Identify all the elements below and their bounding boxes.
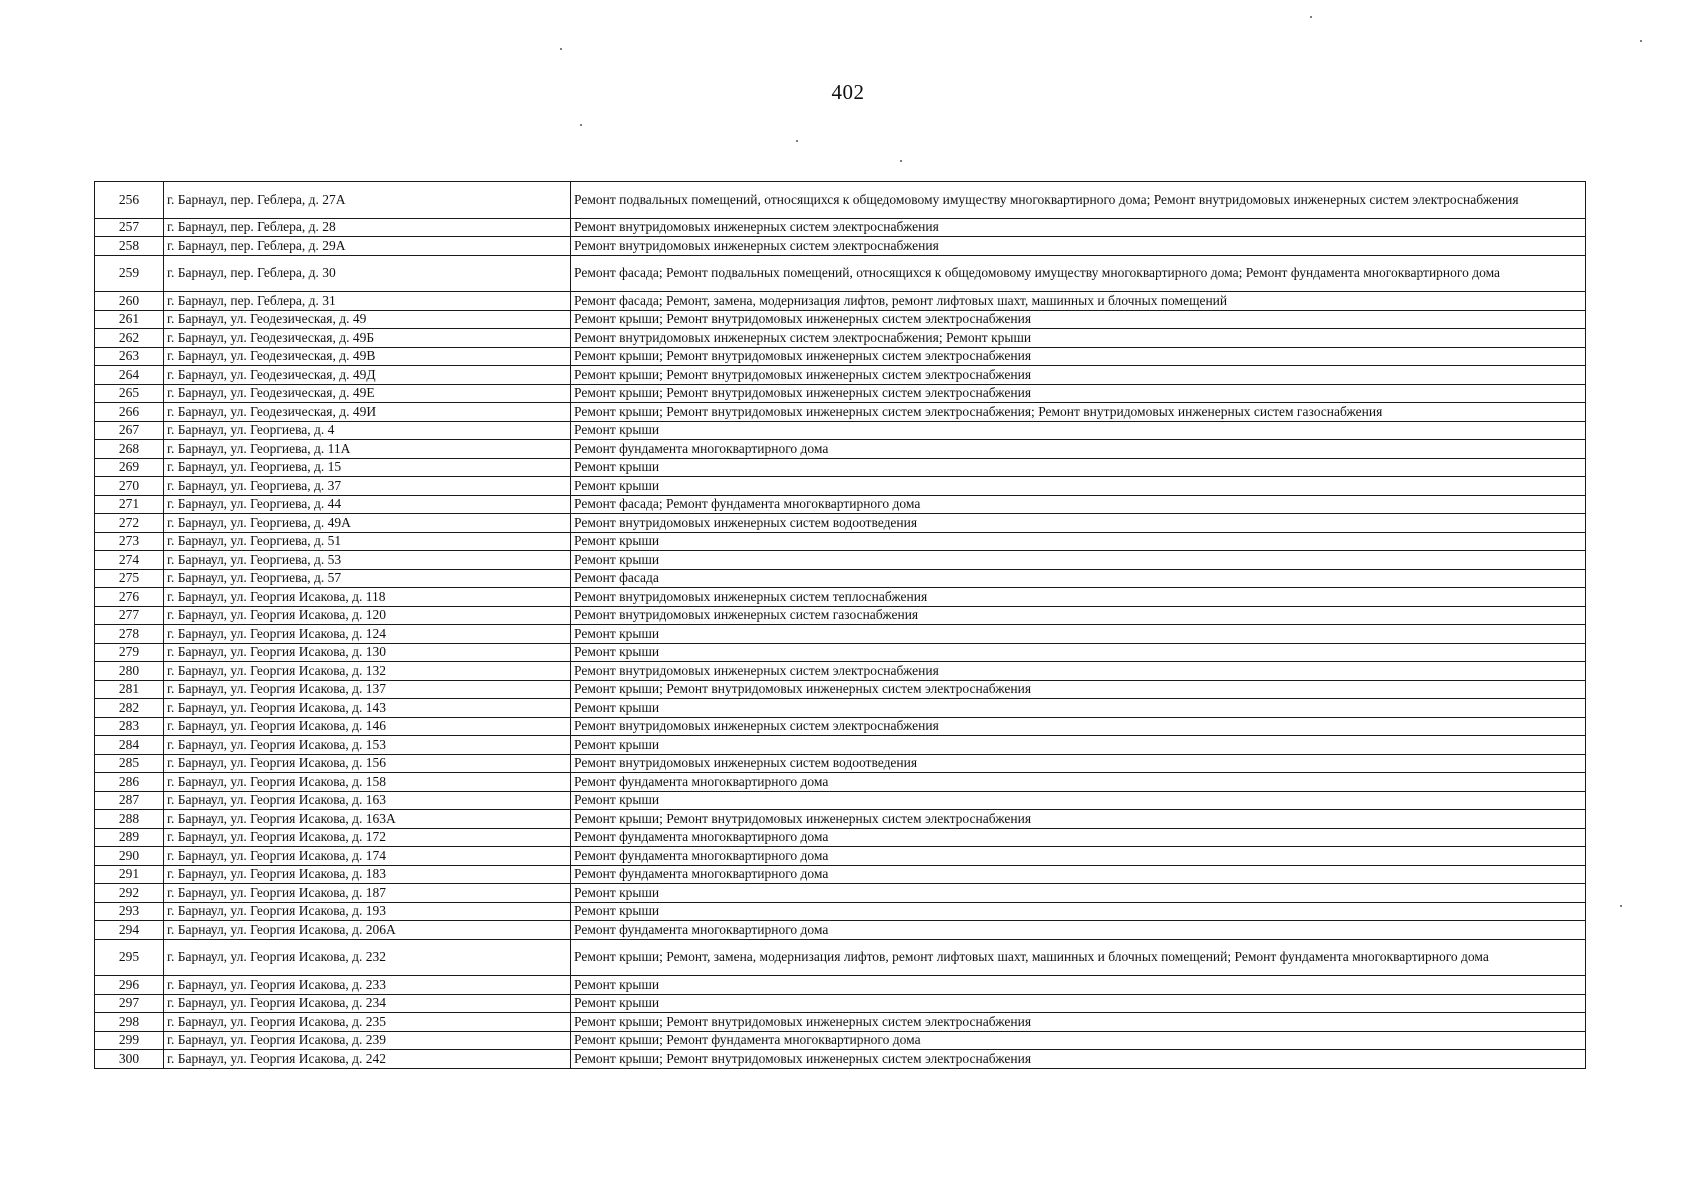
row-number: 277 [95,606,164,625]
table-row [95,237,1586,256]
table-row [95,1050,1586,1069]
row-number: 289 [95,828,164,847]
row-number: 279 [95,643,164,662]
address-cell: г. Барнаул, ул. Геодезическая, д. 49В [164,347,571,366]
row-number: 294 [95,921,164,940]
address-cell: г. Барнаул, ул. Георгия Исакова, д. 172 [164,828,571,847]
works-cell: Ремонт крыши [571,421,1586,440]
table-row [95,477,1586,496]
address-cell: г. Барнаул, ул. Георгиева, д. 15 [164,458,571,477]
works-cell: Ремонт фундамента многоквартирного дома [571,847,1586,866]
table-row [95,347,1586,366]
works-cell: Ремонт крыши; Ремонт внутридомовых инженерных систем электроснабжения [571,310,1586,329]
row-number: 264 [95,366,164,385]
table-row [95,847,1586,866]
address-cell: г. Барнаул, ул. Георгия Исакова, д. 242 [164,1050,571,1069]
address-cell: г. Барнаул, пер. Геблера, д. 28 [164,218,571,237]
row-number: 267 [95,421,164,440]
address-cell: г. Барнаул, ул. Геодезическая, д. 49Е [164,384,571,403]
table-row [95,329,1586,348]
works-cell: Ремонт фасада; Ремонт фундамента многоквартирного дома [571,495,1586,514]
table-row [95,680,1586,699]
scan-speck [1640,40,1642,42]
row-number: 274 [95,551,164,570]
works-cell: Ремонт внутридомовых инженерных систем электроснабжения [571,237,1586,256]
works-cell: Ремонт крыши [571,532,1586,551]
works-cell: Ремонт фасада; Ремонт подвальных помещений, относящихся к общедомовому имуществу многоквартирного дома; Ремонт фундамента многоквартирного дома [571,255,1586,292]
works-cell: Ремонт крыши [571,791,1586,810]
address-cell: г. Барнаул, ул. Георгия Исакова, д. 232 [164,939,571,976]
works-cell: Ремонт крыши; Ремонт, замена, модернизация лифтов, ремонт лифтовых шахт, машинных и блочных помещений; Ремонт фундамента многоквартирного дома [571,939,1586,976]
row-number: 269 [95,458,164,477]
row-number: 262 [95,329,164,348]
row-number: 256 [95,182,164,219]
address-cell: г. Барнаул, ул. Георгиева, д. 49А [164,514,571,533]
row-number: 278 [95,625,164,644]
table-row [95,773,1586,792]
table-row [95,292,1586,311]
row-number: 265 [95,384,164,403]
works-cell: Ремонт крыши [571,902,1586,921]
scan-speck [1310,16,1312,18]
row-number: 291 [95,865,164,884]
row-number: 300 [95,1050,164,1069]
works-cell: Ремонт внутридомовых инженерных систем теплоснабжения [571,588,1586,607]
scan-speck [796,140,798,142]
works-cell: Ремонт крыши; Ремонт фундамента многоквартирного дома [571,1031,1586,1050]
address-cell: г. Барнаул, ул. Георгия Исакова, д. 163А [164,810,571,829]
table-row [95,884,1586,903]
table-row [95,699,1586,718]
table-row [95,182,1586,219]
table-row [95,551,1586,570]
works-cell: Ремонт крыши; Ремонт внутридомовых инженерных систем электроснабжения; Ремонт внутридомовых инженерных систем газоснабжения [571,403,1586,422]
registry-table [94,181,1586,1069]
works-cell: Ремонт фасада [571,569,1586,588]
works-cell: Ремонт подвальных помещений, относящихся к общедомовому имуществу многоквартирного дома; Ремонт внутридомовых инженерных систем электроснабжения [571,182,1586,219]
address-cell: г. Барнаул, ул. Георгия Исакова, д. 187 [164,884,571,903]
table-row [95,310,1586,329]
works-cell: Ремонт фундамента многоквартирного дома [571,921,1586,940]
works-cell: Ремонт крыши [571,994,1586,1013]
row-number: 280 [95,662,164,681]
table-row [95,1013,1586,1032]
works-cell: Ремонт крыши [571,458,1586,477]
address-cell: г. Барнаул, ул. Георгиева, д. 44 [164,495,571,514]
address-cell: г. Барнаул, ул. Георгиева, д. 53 [164,551,571,570]
row-number: 258 [95,237,164,256]
row-number: 276 [95,588,164,607]
works-cell: Ремонт фундамента многоквартирного дома [571,865,1586,884]
address-cell: г. Барнаул, ул. Георгиева, д. 51 [164,532,571,551]
table-row [95,458,1586,477]
table-row [95,976,1586,995]
works-cell: Ремонт крыши; Ремонт внутридомовых инженерных систем электроснабжения [571,1013,1586,1032]
row-number: 272 [95,514,164,533]
row-number: 298 [95,1013,164,1032]
registry-body [95,182,1586,1069]
table-row [95,384,1586,403]
row-number: 273 [95,532,164,551]
row-number: 259 [95,255,164,292]
address-cell: г. Барнаул, ул. Георгия Исакова, д. 158 [164,773,571,792]
row-number: 283 [95,717,164,736]
row-number: 285 [95,754,164,773]
scan-speck [900,160,902,162]
address-cell: г. Барнаул, ул. Георгия Исакова, д. 233 [164,976,571,995]
address-cell: г. Барнаул, пер. Геблера, д. 27А [164,182,571,219]
table-row [95,643,1586,662]
address-cell: г. Барнаул, ул. Георгия Исакова, д. 124 [164,625,571,644]
table-row [95,569,1586,588]
row-number: 268 [95,440,164,459]
table-row [95,939,1586,976]
works-cell: Ремонт фундамента многоквартирного дома [571,828,1586,847]
address-cell: г. Барнаул, ул. Георгия Исакова, д. 193 [164,902,571,921]
table-row [95,218,1586,237]
address-cell: г. Барнаул, ул. Георгия Исакова, д. 132 [164,662,571,681]
page-number: 402 [831,80,865,104]
row-number: 257 [95,218,164,237]
table-row [95,255,1586,292]
table-row [95,532,1586,551]
table-row [95,606,1586,625]
works-cell: Ремонт крыши; Ремонт внутридомовых инженерных систем электроснабжения [571,384,1586,403]
works-cell: Ремонт крыши [571,477,1586,496]
table-row [95,902,1586,921]
row-number: 293 [95,902,164,921]
table-row [95,514,1586,533]
address-cell: г. Барнаул, ул. Георгия Исакова, д. 174 [164,847,571,866]
row-number: 295 [95,939,164,976]
address-cell: г. Барнаул, пер. Геблера, д. 31 [164,292,571,311]
address-cell: г. Барнаул, ул. Георгия Исакова, д. 183 [164,865,571,884]
table-row [95,736,1586,755]
table-row [95,625,1586,644]
table-row [95,440,1586,459]
works-cell: Ремонт крыши; Ремонт внутридомовых инженерных систем электроснабжения [571,680,1586,699]
address-cell: г. Барнаул, ул. Георгия Исакова, д. 120 [164,606,571,625]
address-cell: г. Барнаул, ул. Георгия Исакова, д. 146 [164,717,571,736]
address-cell: г. Барнаул, ул. Георгия Исакова, д. 130 [164,643,571,662]
row-number: 270 [95,477,164,496]
table-row [95,662,1586,681]
table-row [95,717,1586,736]
works-cell: Ремонт внутридомовых инженерных систем электроснабжения; Ремонт крыши [571,329,1586,348]
row-number: 282 [95,699,164,718]
works-cell: Ремонт крыши; Ремонт внутридомовых инженерных систем электроснабжения [571,347,1586,366]
table-row [95,754,1586,773]
scan-speck [580,124,582,126]
row-number: 287 [95,791,164,810]
address-cell: г. Барнаул, ул. Георгиева, д. 4 [164,421,571,440]
address-cell: г. Барнаул, ул. Георгия Исакова, д. 234 [164,994,571,1013]
table-row [95,994,1586,1013]
works-cell: Ремонт крыши [571,736,1586,755]
address-cell: г. Барнаул, ул. Геодезическая, д. 49 [164,310,571,329]
row-number: 275 [95,569,164,588]
works-cell: Ремонт внутридомовых инженерных систем водоотведения [571,754,1586,773]
address-cell: г. Барнаул, ул. Георгиева, д. 37 [164,477,571,496]
table-row [95,921,1586,940]
works-cell: Ремонт внутридомовых инженерных систем водоотведения [571,514,1586,533]
row-number: 261 [95,310,164,329]
address-cell: г. Барнаул, ул. Геодезическая, д. 49Д [164,366,571,385]
works-cell: Ремонт крыши [571,643,1586,662]
works-cell: Ремонт крыши; Ремонт внутридомовых инженерных систем электроснабжения [571,1050,1586,1069]
address-cell: г. Барнаул, ул. Георгия Исакова, д. 206А [164,921,571,940]
table-row [95,366,1586,385]
works-cell: Ремонт фундамента многоквартирного дома [571,773,1586,792]
works-cell: Ремонт внутридомовых инженерных систем электроснабжения [571,218,1586,237]
table-row [95,810,1586,829]
address-cell: г. Барнаул, ул. Георгиева, д. 57 [164,569,571,588]
works-cell: Ремонт крыши; Ремонт внутридомовых инженерных систем электроснабжения [571,366,1586,385]
row-number: 286 [95,773,164,792]
row-number: 299 [95,1031,164,1050]
address-cell: г. Барнаул, пер. Геблера, д. 29А [164,237,571,256]
row-number: 290 [95,847,164,866]
scan-speck [560,48,562,50]
table-row [95,828,1586,847]
row-number: 260 [95,292,164,311]
address-cell: г. Барнаул, ул. Георгия Исакова, д. 153 [164,736,571,755]
row-number: 284 [95,736,164,755]
address-cell: г. Барнаул, пер. Геблера, д. 30 [164,255,571,292]
row-number: 266 [95,403,164,422]
works-cell: Ремонт крыши [571,976,1586,995]
address-cell: г. Барнаул, ул. Георгия Исакова, д. 239 [164,1031,571,1050]
row-number: 296 [95,976,164,995]
table-row [95,495,1586,514]
address-cell: г. Барнаул, ул. Георгия Исакова, д. 235 [164,1013,571,1032]
row-number: 281 [95,680,164,699]
row-number: 271 [95,495,164,514]
address-cell: г. Барнаул, ул. Геодезическая, д. 49Б [164,329,571,348]
works-cell: Ремонт крыши [571,551,1586,570]
address-cell: г. Барнаул, ул. Георгия Исакова, д. 137 [164,680,571,699]
table-row [95,791,1586,810]
table-row [95,588,1586,607]
address-cell: г. Барнаул, ул. Георгиева, д. 11А [164,440,571,459]
works-cell: Ремонт крыши; Ремонт внутридомовых инженерных систем электроснабжения [571,810,1586,829]
works-cell: Ремонт крыши [571,699,1586,718]
table-row [95,1031,1586,1050]
address-cell: г. Барнаул, ул. Георгия Исакова, д. 118 [164,588,571,607]
works-cell: Ремонт крыши [571,884,1586,903]
works-cell: Ремонт фасада; Ремонт, замена, модернизация лифтов, ремонт лифтовых шахт, машинных и блочных помещений [571,292,1586,311]
table-row [95,403,1586,422]
table-row [95,421,1586,440]
address-cell: г. Барнаул, ул. Георгия Исакова, д. 163 [164,791,571,810]
address-cell: г. Барнаул, ул. Георгия Исакова, д. 156 [164,754,571,773]
row-number: 288 [95,810,164,829]
address-cell: г. Барнаул, ул. Георгия Исакова, д. 143 [164,699,571,718]
scan-speck [1620,905,1622,907]
works-cell: Ремонт крыши [571,625,1586,644]
works-cell: Ремонт внутридомовых инженерных систем электроснабжения [571,717,1586,736]
address-cell: г. Барнаул, ул. Геодезическая, д. 49И [164,403,571,422]
row-number: 263 [95,347,164,366]
works-cell: Ремонт внутридомовых инженерных систем электроснабжения [571,662,1586,681]
table-row [95,865,1586,884]
row-number: 297 [95,994,164,1013]
works-cell: Ремонт внутридомовых инженерных систем газоснабжения [571,606,1586,625]
row-number: 292 [95,884,164,903]
works-cell: Ремонт фундамента многоквартирного дома [571,440,1586,459]
